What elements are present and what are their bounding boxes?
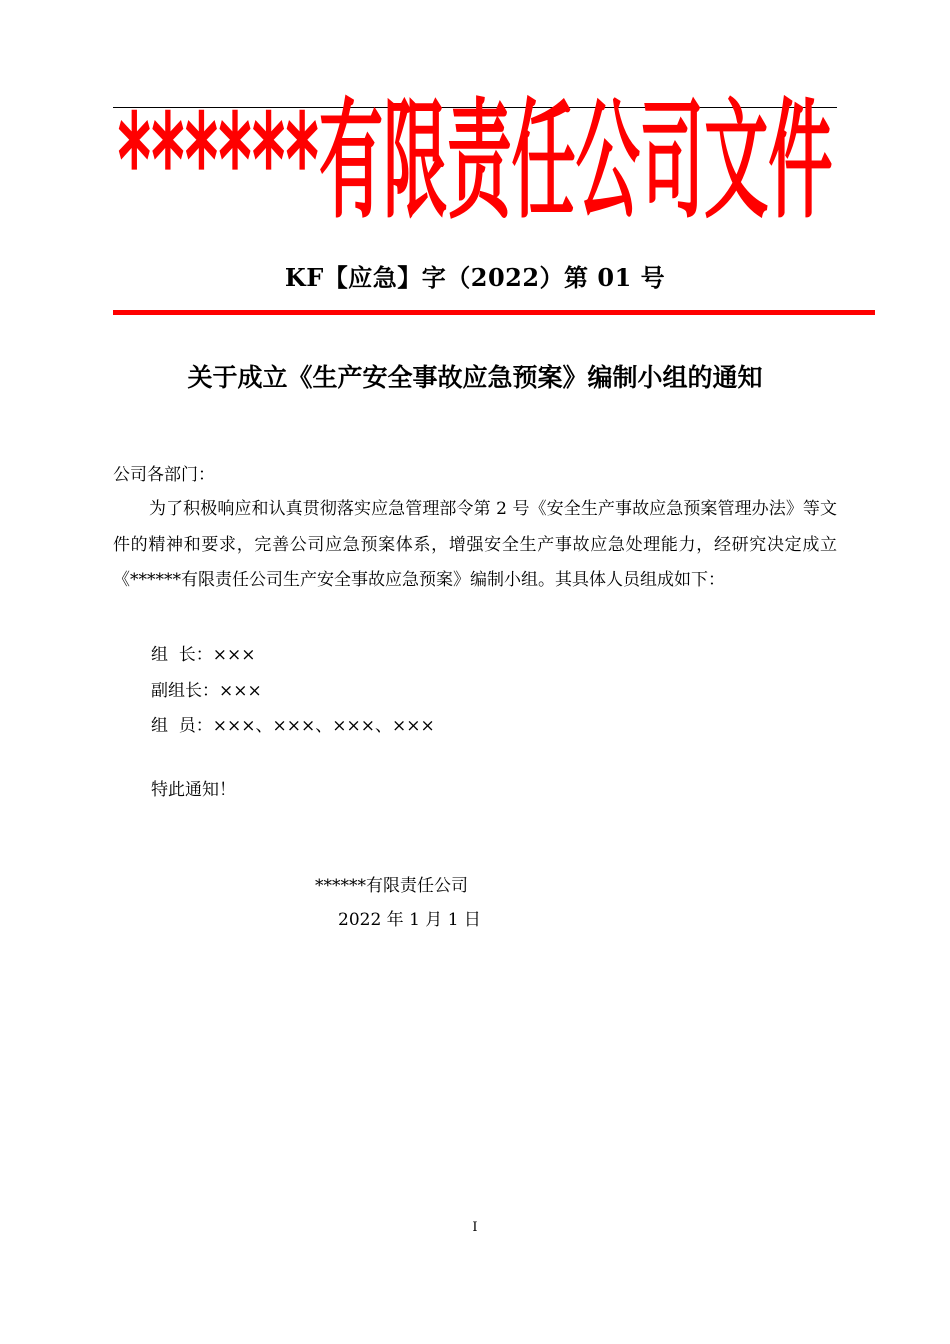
document-number: KF【应急】字（2022）第 01 号: [284, 263, 666, 292]
document-title: 关于成立《生产安全事故应急预案》编制小组的通知: [187, 363, 763, 392]
member-deputy: 副组长：×××: [151, 681, 262, 701]
member-leader: 组 长：×××: [151, 645, 256, 665]
closing-remark: 特此通知！: [151, 780, 236, 800]
signature-organization: ******有限责任公司: [315, 876, 468, 896]
red-divider: [113, 310, 875, 315]
signature-date: 2022 年 1 月 1 日: [338, 910, 481, 930]
masthead-graphic: [100, 85, 850, 243]
page-number: I: [472, 1220, 478, 1235]
salutation: 公司各部门：: [113, 465, 215, 485]
member-list: 组 员：×××、×××、×××、×××: [151, 716, 435, 736]
masthead: [100, 85, 850, 243]
body-paragraph: 为了积极响应和认真贯彻落实应急管理部令第 2 号《安全生产事故应急预案管理办法》等文件的精神和要求，完善公司应急预案体系，增强安全生产事故应急处理能力，经研究决定成立《******有限责任公司生产安全事故应急预案》编制小组。其具体人员组成如下：: [113, 499, 837, 590]
masthead-title: ******有限责任公司文件: [117, 85, 833, 237]
